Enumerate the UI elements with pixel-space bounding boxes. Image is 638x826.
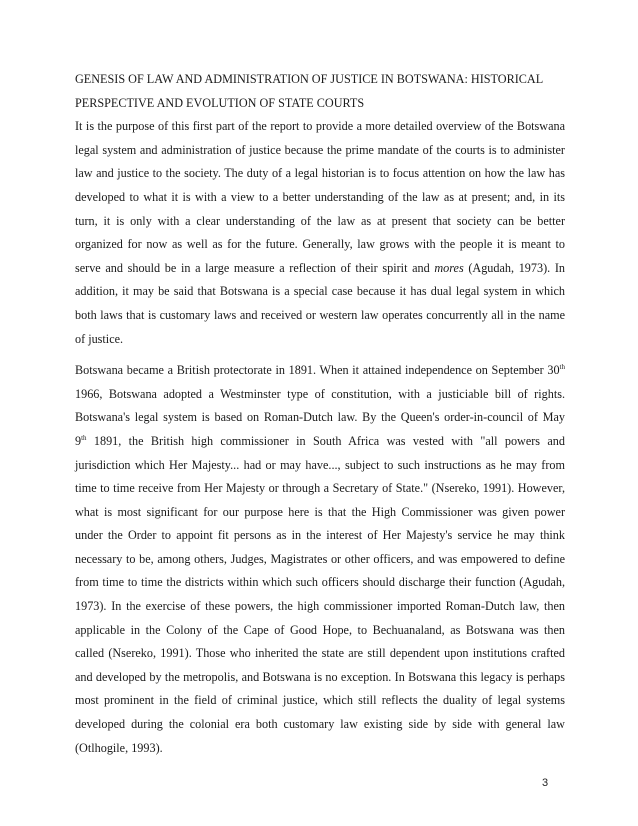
paragraph-2-line: most prominent in the field of criminal justice, which still reflects the duality of legal systems — [75, 693, 565, 708]
paragraph-2-line: jurisdiction which Her Majesty... had or may have..., subject to such instructions as he may from — [75, 457, 565, 472]
paragraph-2-line: and developed by the metropolis, and Botswana is no exception. In Botswana this legacy is perhaps — [75, 669, 565, 684]
section-heading-line-2: PERSPECTIVE AND EVOLUTION OF STATE COURTS — [75, 95, 365, 110]
paragraph-1-line: of justice. — [75, 331, 124, 346]
paragraph-1-line: organized for now as well as for the future. Generally, law grows with the people it is meant to — [75, 237, 565, 252]
paragraph-2-line — [75, 359, 565, 383]
paragraph-1-line: turn, it is only with a clear understanding of the law as at present that society can be better — [75, 213, 565, 228]
italic-term: mores — [434, 260, 464, 275]
line-text: 9 — [75, 433, 82, 448]
paragraph-2 — [75, 359, 565, 760]
paragraph-2-line: from time to time the districts within which such officers should discharge their function (Agudah, — [75, 575, 565, 590]
line-text: (Agudah, 1973). In — [463, 260, 565, 275]
paragraph-2-line: 1966, Botswana adopted a Westminster type of constitution, with a justiciable bill of rights. — [75, 386, 565, 401]
paragraph-2-line: necessary to be, among others, Judges, Magistrates or other officers, and was empowered to define — [75, 551, 565, 566]
paragraph-2-line: what is most significant for our purpose here is that the High Commissioner was given power — [75, 504, 565, 519]
document-page — [75, 68, 565, 760]
paragraph-2-line — [75, 430, 565, 454]
paragraph-2-line: 1973). In the exercise of these powers, the high commissioner imported Roman-Dutch law, then — [75, 599, 565, 614]
section-heading-line-1: GENESIS OF LAW AND ADMINISTRATION OF JUSTICE IN BOTSWANA: HISTORICAL — [75, 72, 544, 86]
paragraph-2-line: applicable in the Colony of the Cape of Good Hope, to Bechuanaland, as Botswana was then — [75, 622, 565, 637]
paragraph-2-line: time to time receive from Her Majesty or through a Secretary of State." (Nsereko, 1991). However, — [75, 481, 565, 496]
paragraph-1-line: developed to what it is with a view to a better understanding of the law as at present; and, in its — [75, 189, 565, 204]
line-text: serve and should be in a large measure a reflection of their spirit and — [75, 260, 435, 275]
paragraph-2-line: (Otlhogile, 1993). — [75, 740, 163, 755]
superscript: th — [81, 433, 87, 442]
superscript: th — [559, 363, 565, 372]
paragraph-1-line: addition, it may be said that Botswana is a special case because it has dual legal system in which — [75, 284, 565, 299]
paragraph-1-line: law and justice to the society. The duty of a legal historian is to focus attention on how the law has — [75, 166, 565, 181]
line-text: Botswana became a British protectorate in 1891. When it attained independence on September 30 — [75, 363, 560, 378]
paragraph-1 — [75, 115, 565, 351]
page-number: 3 — [542, 777, 549, 789]
paragraph-spacer — [75, 351, 565, 359]
paragraph-2-line: developed during the colonial era both customary law existing side by side with general law — [75, 717, 565, 732]
paragraph-2-line: under the Order to appoint fit persons as in the interest of Her Majesty's service he may think — [75, 528, 565, 543]
paragraph-2-line: Botswana's legal system is based on Roman-Dutch law. By the Queen's order-in-council of May — [75, 410, 565, 425]
paragraph-1-line: It is the purpose of this first part of the report to provide a more detailed overview of the Botswana — [75, 119, 565, 134]
paragraph-1-line: legal system and administration of justice because the prime mandate of the courts is to administer — [75, 142, 565, 157]
paragraph-2-line: called (Nsereko, 1991). Those who inherited the state are still dependent upon institutions crafted — [75, 646, 565, 661]
paragraph-1-line: both laws that is customary laws and received or western law operates concurrently all in the name — [75, 307, 565, 322]
line-text: 1891, the British high commissioner in South Africa was vested with "all powers and — [86, 433, 565, 448]
paragraph-1-line-mores — [75, 257, 565, 281]
